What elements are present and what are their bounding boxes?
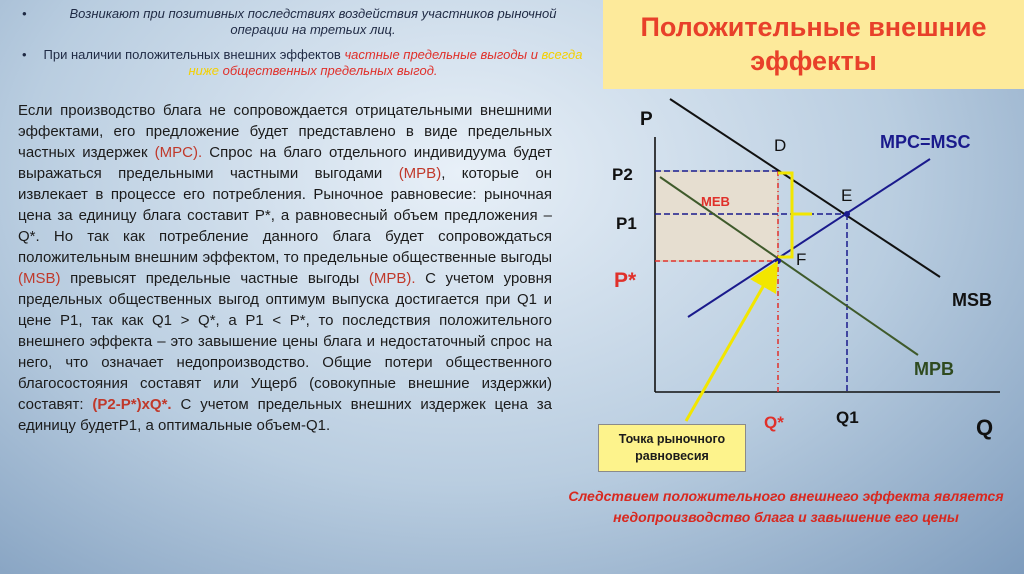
term-msb: (MSB) xyxy=(18,270,61,287)
bullet-marker: • xyxy=(22,6,27,21)
text-part: Если производство блага не сопровождается отрицательными внешними эффектами, его предложение будет представлено в виде предельных частных издержек xyxy=(18,102,552,161)
conclusion-text: Следствием положительного внешнего эффекта является недопроизводство блага и завышение его цены xyxy=(568,488,1004,525)
bullet-item-1 xyxy=(18,6,586,37)
axis-p-label: P xyxy=(640,109,653,130)
p2-label: P2 xyxy=(612,165,633,184)
text-part: Спрос на благо отдельного индивидуума будет выражаться предельными частными выгодами xyxy=(18,144,552,182)
callout-text: Точка рыночного равновесия xyxy=(618,432,726,463)
bullet-text-2-plain: При наличии положительных внешних эффектов xyxy=(43,47,345,62)
point-f-label: F xyxy=(796,250,807,269)
bullet-text-2-below: ниже xyxy=(188,62,220,78)
bullet-text-2-red: частные предельные выгоды и xyxy=(344,47,542,62)
meb-label: MEB xyxy=(701,194,730,209)
callout-arrow xyxy=(686,271,772,421)
bullet-marker: • xyxy=(22,47,27,62)
bullet-text-1: Возникают при позитивных последствиях воздействия участников рыночной операции на третьих лиц. xyxy=(69,6,557,37)
term-mpc: (MPC). xyxy=(154,144,203,161)
axis-q-label: Q xyxy=(976,415,994,440)
text-part: , которые он извлекает в процессе его потребления. Рыночное равновесие: рыночная цена за единицу блага составит P*, а равновесный объем предложения – Q*. Но так как потребление данного блага будет сопровождаться положительным внешним эффектом, то предельные общественные выгоды xyxy=(18,165,552,266)
bullet-item-2 xyxy=(18,47,586,78)
msb-label: MSB xyxy=(952,290,992,310)
pstar-label: P* xyxy=(614,269,637,292)
bullet-text-2-always: всегда xyxy=(541,47,583,62)
p1-label: P1 xyxy=(616,214,637,233)
mpc-msc-label: MPC=MSC xyxy=(880,132,971,152)
explanation-text xyxy=(18,100,552,436)
loss-formula: (P2-P*)xQ*. xyxy=(92,396,172,413)
point-e-label: E xyxy=(841,186,853,205)
point-e xyxy=(844,211,850,217)
qstar-label: Q* xyxy=(764,413,784,432)
text-part: С учетом уровня предельных общественных выгод оптимум выпуска достигается при Q1 и цене P1, так как Q1 > Q*, а P1 < P*, то последствия положительного внешнего эффекта – это завышение цены блага и недостаточный спрос на него, что означает недопроизводство. Общие потери общественного благосостояния составят или Ущерб (совокупные внешние издержки) составят: xyxy=(18,270,552,413)
point-f xyxy=(775,258,781,264)
term-mpb: (MPB) xyxy=(398,165,442,182)
market-equilibrium-callout xyxy=(598,424,746,472)
bullet-list xyxy=(18,6,586,88)
externality-diagram xyxy=(600,95,1024,465)
slide-title: Положительные внешние эффекты xyxy=(640,12,987,76)
title-box xyxy=(603,0,1024,89)
point-d-label: D xyxy=(774,136,787,155)
text-part: превысят предельные частные выгоды xyxy=(60,270,369,287)
bullet-text-2-tail: общественных предельных выгод. xyxy=(219,62,438,78)
term-mpb: (MPB). xyxy=(368,270,416,287)
q1-label: Q1 xyxy=(836,408,859,427)
mpb-label: MPB xyxy=(914,359,954,379)
meb-bracket xyxy=(778,173,812,257)
text-part: С учетом предельных внешних издержек цена за единицу будетP1, а оптимальные объем-Q1. xyxy=(18,396,553,434)
mpb-curve xyxy=(660,177,918,355)
